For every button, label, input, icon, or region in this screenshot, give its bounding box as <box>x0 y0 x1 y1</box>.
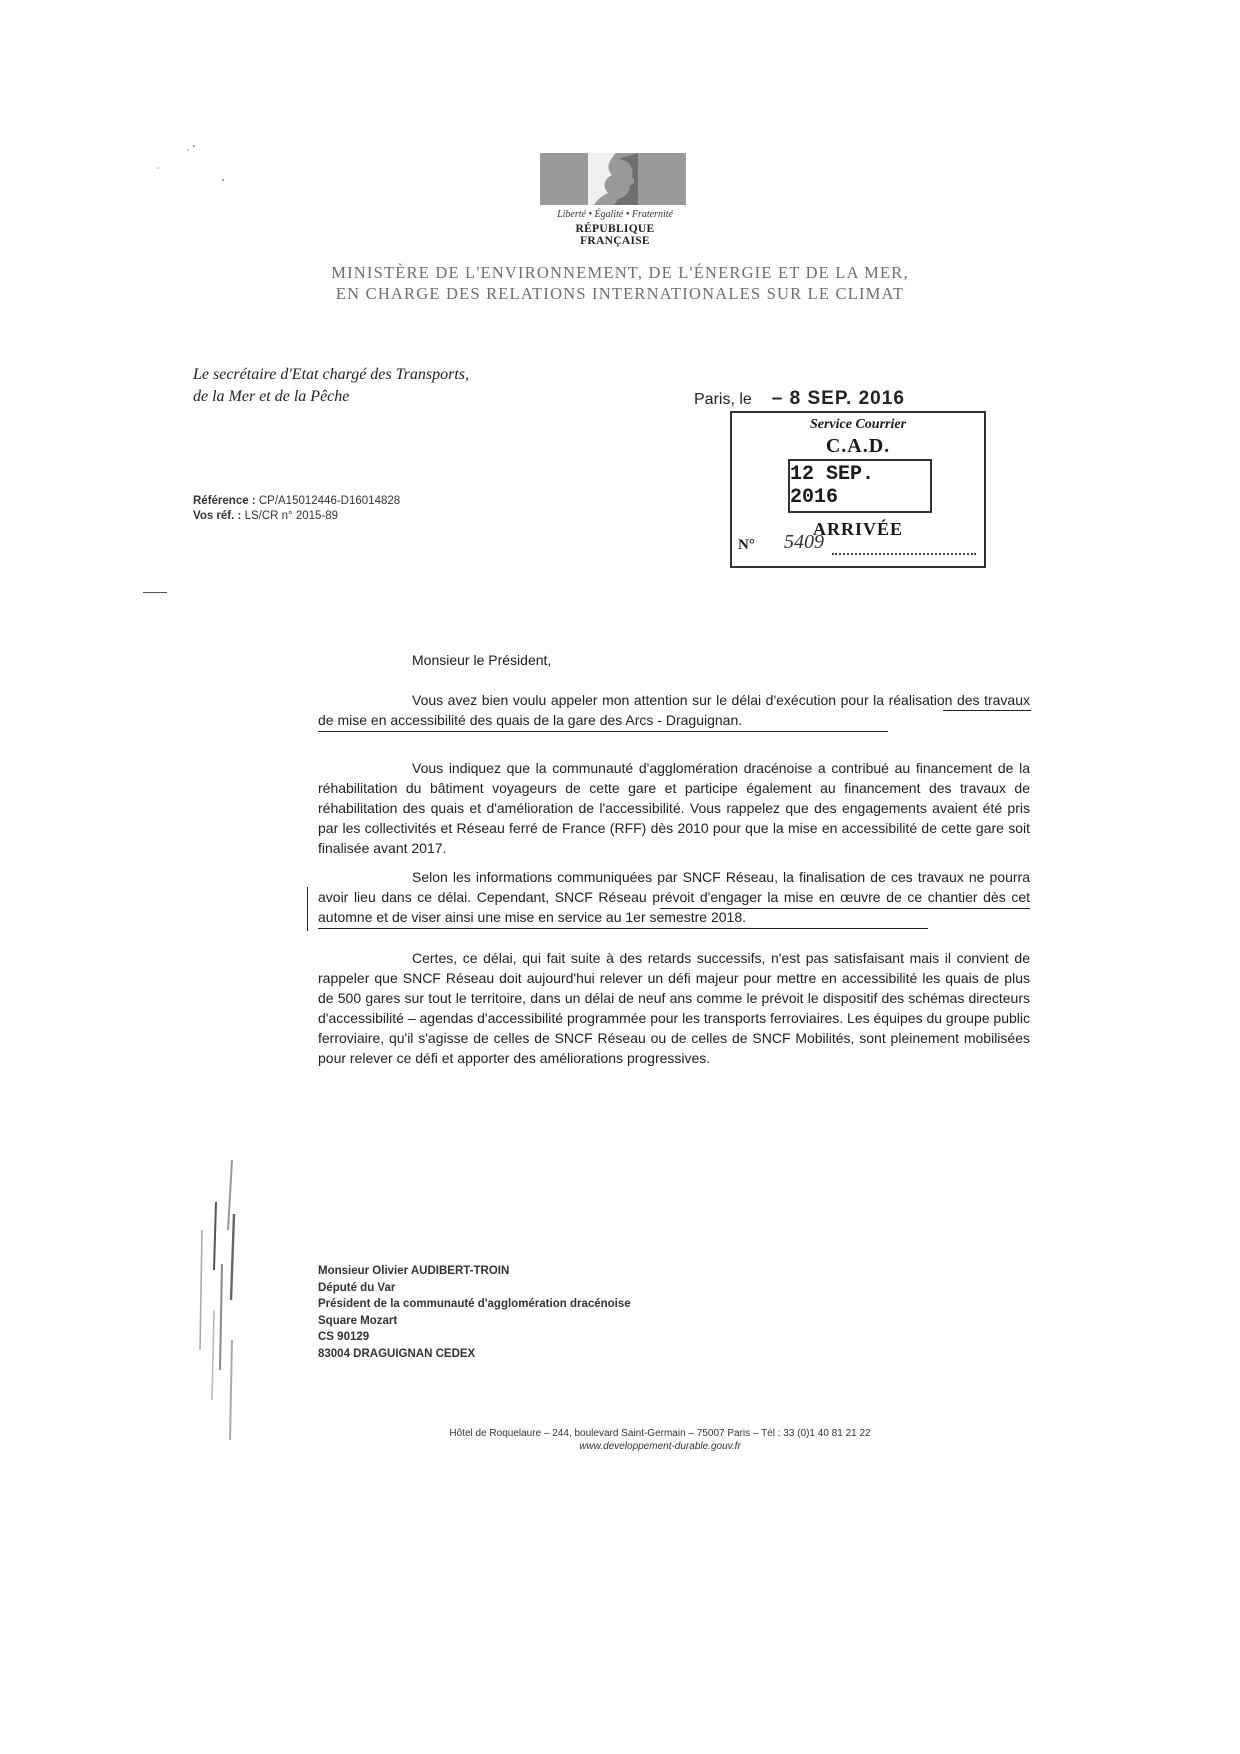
ministry-line-1: MINISTÈRE DE L'ENVIRONNEMENT, DE L'ÉNERGIE ET DE LA MER, <box>331 263 909 282</box>
salutation: Monsieur le Président, <box>412 652 552 668</box>
footer <box>400 1427 920 1453</box>
handwritten-underline <box>943 710 1031 711</box>
arrival-stamp <box>730 411 986 568</box>
reference-row: Référence : CP/A15012446-D16014828 <box>193 495 401 507</box>
sender-title <box>193 364 469 408</box>
recipient-line: Député du Var <box>318 1281 396 1294</box>
republic-motto: Liberté • Égalité • Fraternité <box>557 209 673 220</box>
fold-mark <box>143 592 167 593</box>
stamp-number-label: N° <box>738 537 755 553</box>
sender-line-2: de la Mer et de la Pêche <box>193 388 350 405</box>
handwritten-underline <box>318 928 928 929</box>
handwritten-margin-mark <box>307 887 308 931</box>
your-reference-row: Vos réf. : LS/CR n° 2015-89 <box>193 510 339 522</box>
recipient-line: 83004 DRAGUIGNAN CEDEX <box>318 1347 476 1360</box>
body-paragraph-2: Vous indiquez que la communauté d'agglomération dracénoise a contribué au financement de la réhabilitation du bâtiment voyageurs de cette gare et participe également au financement des travaux de réhabilitation des quais et d'amélioration de l'accessibilité. Vous rappelez que des engagements avaient été pris par les collectivités et Réseau ferré de France (RFF) dès 2010 pour que la mise en accessibilité de cette gare soit finalisée avant 2017. <box>318 760 1030 856</box>
place-date <box>694 388 905 410</box>
body-paragraph-4: Certes, ce délai, qui fait suite à des retards successifs, n'est pas satisfaisant mais il convient de rappeler que SNCF Réseau doit aujourd'hui relever un défi majeur pour mettre en accessibilité les quais de plus de 500 gares sur tout le territoire, dans un délai de neuf ans comme le prévoit le dispositif des schémas directeurs d'accessibilité – agendas d'accessibilité programmée pour les transports ferroviaires. Les équipes du groupe public ferroviaire, qu'il s'agisse de celles de SNCF Réseau ou de celles de SNCF Mobilités, sont pleinement mobilisées pour relever ce défi et apporter des améliorations progressives. <box>318 950 1030 1066</box>
stamp-service: Service Courrier <box>809 417 907 432</box>
recipient-line: Square Mozart <box>318 1314 398 1327</box>
footer-address: Hôtel de Roquelaure – 244, boulevard Saint-Germain – 75007 Paris – Tél : 33 (0)1 40 81 21 22 <box>449 1428 871 1439</box>
stamp-date: 12 SEP. 2016 <box>788 459 932 513</box>
body-paragraph-3: Selon les informations communiquées par SNCF Réseau, la finalisation de ces travaux ne pourra avoir lieu dans ce délai. Cependant, SNCF Réseau prévoit d'engager la mise en œuvre de ce chantier dès cet automne et de viser ainsi une mise en service au 1er semestre 2018. <box>318 869 1030 925</box>
footer-website: www.developpement-durable.gouv.fr <box>579 1441 741 1452</box>
letter-date: – 8 SEP. 2016 <box>771 388 905 409</box>
recipient-line: Président de la communauté d'agglomération dracénoise <box>318 1298 631 1310</box>
ministry-header <box>260 262 980 304</box>
scan-specks <box>150 140 230 190</box>
handwritten-underline <box>660 908 1030 909</box>
recipient-line: Monsieur Olivier AUDIBERT-TROIN <box>318 1265 510 1277</box>
stamp-cad: C.A.D. <box>825 435 891 457</box>
place-label: Paris, le <box>694 391 752 408</box>
sender-line-1: Le secrétaire d'Etat chargé des Transports, <box>193 366 469 383</box>
marianne-emblem-icon <box>540 153 686 205</box>
stamp-dotted-line <box>832 553 976 555</box>
stamp-number: 5409 <box>784 531 824 553</box>
stamp-arrived: ARRIVÉE <box>812 519 903 539</box>
handwritten-underline <box>318 731 888 732</box>
recipient-address <box>318 1263 631 1362</box>
body-paragraph-1: Vous avez bien voulu appeler mon attention sur le délai d'exécution pour la réalisation des travaux de mise en accessibilité des quais de la gare des Arcs - Draguignan. <box>318 692 1030 728</box>
marianne-logo <box>540 153 690 247</box>
recipient-line: CS 90129 <box>318 1331 370 1343</box>
references <box>193 494 400 524</box>
margin-strokes <box>188 1160 248 1440</box>
ministry-line-2: EN CHARGE DES RELATIONS INTERNATIONALES SUR LE CLIMAT <box>335 284 905 303</box>
republic-name: RÉPUBLIQUE FRANÇAISE <box>575 223 655 247</box>
